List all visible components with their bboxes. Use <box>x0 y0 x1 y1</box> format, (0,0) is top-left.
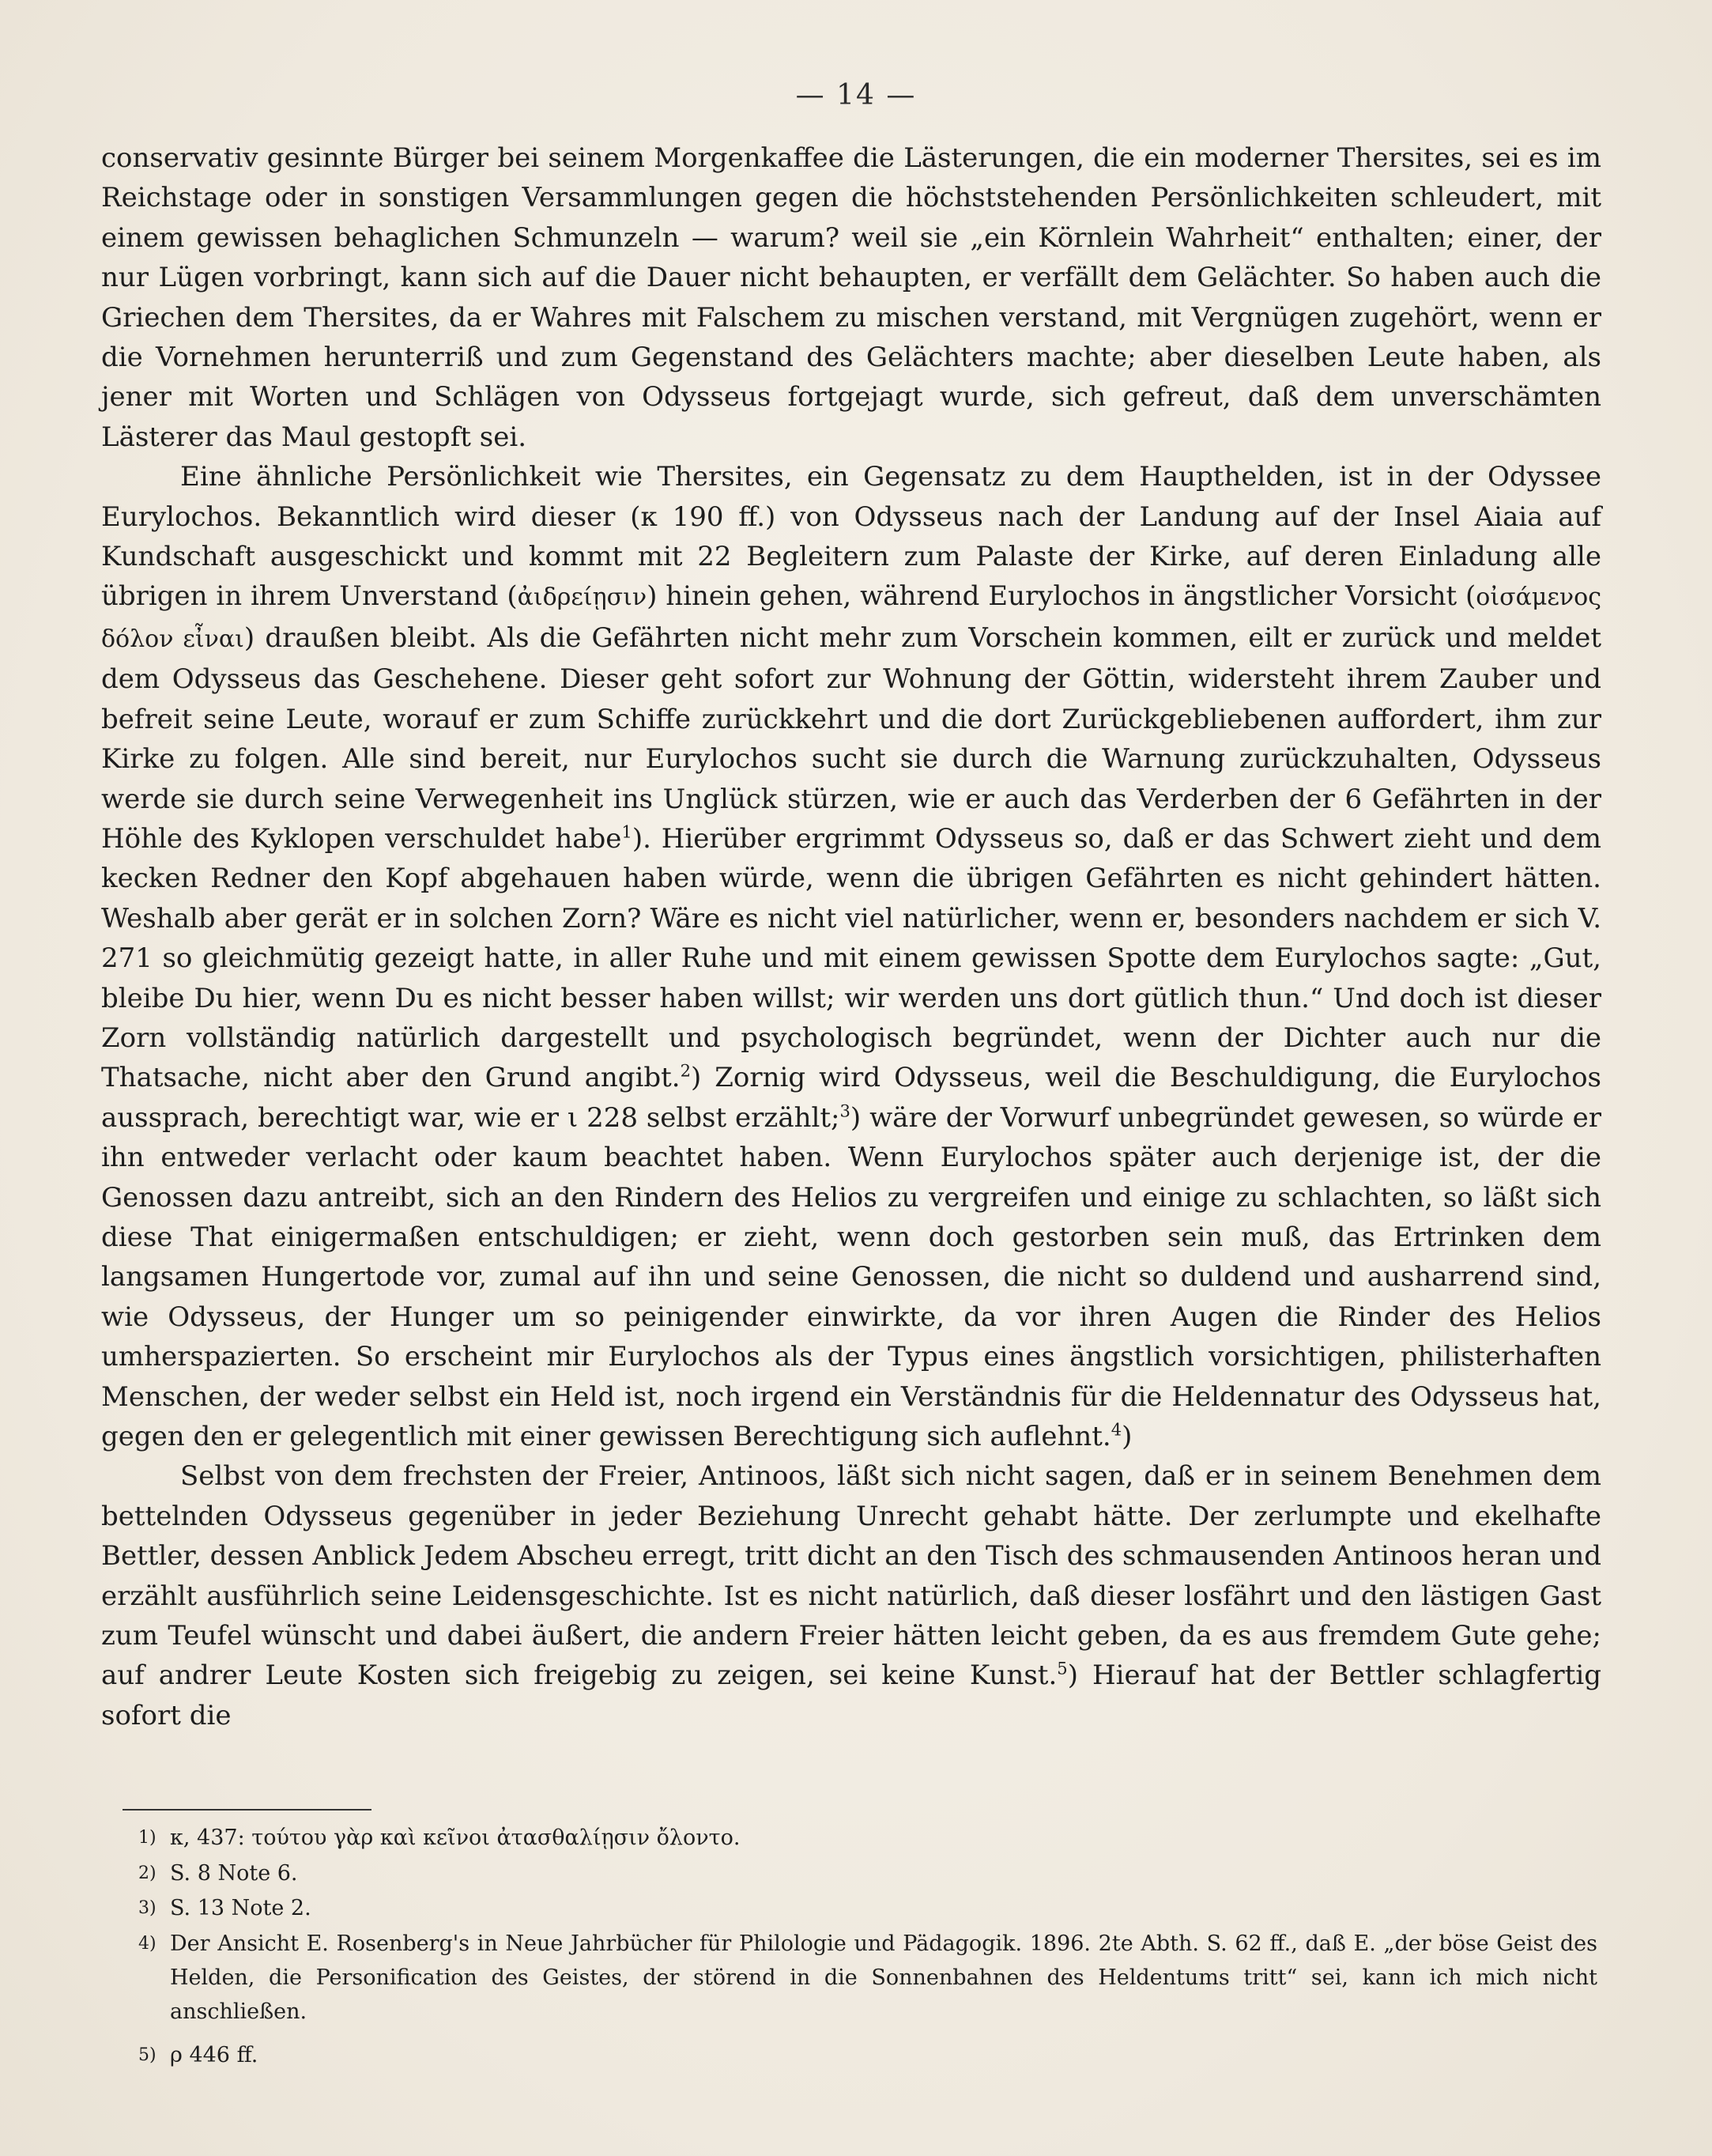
paragraph-3-text-b: ) Hierauf hat der Bettler schlagfertig sofort die <box>101 1659 1601 1731</box>
footnote-ref-4: 4 <box>1111 1419 1122 1440</box>
footnote-text: κ, 437: τούτου γὰρ καὶ κεῖνοι ἀτασθαλίῃσιν ὄλοντο. <box>170 1826 741 1850</box>
footnote-text: ρ 446 ff. <box>170 2042 258 2067</box>
paragraph-2 <box>101 457 1601 1456</box>
paragraph-2-text-b: ) hinein gehen, während Eurylochos in ängstlicher Vorsicht ( <box>647 580 1476 613</box>
footnote-divider <box>123 1809 371 1811</box>
greek-quote-1: ἀιδρείῃσιν <box>517 583 647 612</box>
paragraph-2-text-a: Eine ähnliche Persönlichkeit wie Thersites, ein Gegensatz zu dem Haupthelden, ist in der Odyssee Eurylochos. Bekanntlich wird dieser (κ 190 ff.) von Odysseus nach der Landung auf der Insel Aiaia auf Kundschaft ausgeschickt und kommt mit 22 Begleitern zum Palaste der Kirke, auf deren Einladung alle übrigen in ihrem Unverstand ( <box>101 461 1601 613</box>
footnote-5 <box>138 2038 1597 2074</box>
footnote-3 <box>138 1891 1597 1927</box>
page-number: — 14 — <box>795 79 917 111</box>
footnote-ref-1: 1 <box>621 821 632 842</box>
paragraph-2-text-d: ). Hierüber ergrimmt Odysseus so, daß er das Schwert zieht und dem kecken Redner den Kopf abgehauen haben würde, wenn die übrigen Gefährten es nicht gehindert hätten. Weshalb aber gerät er in solchen Zorn? Wäre es nicht viel natürlicher, wenn er, besonders nachdem er sich V. 271 so gleichmütig gezeigt hatte, in aller Ruhe und mit einem gewissen Spotte dem Eurylochos sagte: „Gut, bleibe Du hier, wenn Du es nicht besser haben willst; wir werden uns dort gütlich thun.“ Und doch ist dieser Zorn vollständig natürlich dargestellt und psychologisch begründet, wenn der Dichter auch nur die Thatsache, nicht aber den Grund angibt. <box>101 822 1601 1094</box>
footnote-text: S. 13 Note 2. <box>170 1896 311 1920</box>
footnote-ref-2: 2 <box>680 1061 692 1082</box>
footnote-number: 4) <box>138 1933 156 1954</box>
footnote-number: 2) <box>138 1863 156 1883</box>
footnote-2 <box>138 1856 1597 1892</box>
footnote-ref-5: 5 <box>1057 1659 1068 1679</box>
footnote-number: 1) <box>138 1828 156 1848</box>
paragraph-2-text-c: ) draußen bleibt. Als die Gefährten nicht mehr zum Vorschein kommen, eilt er zurück und meldet dem Odysseus das Geschehene. Dieser geht sofort zur Wohnung der Göttin, widersteht ihrem Zauber und befreit seine Leute, worauf er zum Schiffe zurückkehrt und die dort Zurückgebliebenen auffordert, ihm zur Kirke zu folgen. Alle sind bereit, nur Eurylochos sucht sie durch die Warnung zurückzuhalten, Odysseus werde sie durch seine Verwegenheit ins Unglück stürzen, wie er auch das Verderben der 6 Gefährten in der Höhle des Kyklopen verschuldet habe <box>101 621 1601 855</box>
paragraph-3-text-a: Selbst von dem frechsten der Freier, Antinoos, läßt sich nicht sagen, daß er in seinem Benehmen dem bettelnden Odysseus gegenüber in jeder Beziehung Unrecht gehabt hätte. Der zerlumpte und ekelhafte Bettler, dessen Anblick Jedem Abscheu erregt, tritt dicht an den Tisch des schmausenden Antinoos heran und erzählt ausführlich seine Leidensgeschichte. Ist es nicht natürlich, daß dieser losfährt und den lästigen Gast zum Teufel wünscht und dabei äußert, die andern Freier hätten leicht geben, da es aus fremdem Gute gehe; auf andrer Leute Kosten sich freigebig zu zeigen, sei keine Kunst. <box>101 1460 1601 1692</box>
paragraph-1: conservativ gesinnte Bürger bei seinem Morgenkaffee die Lästerungen, die ein moderner Thersites, sei es im Reichstage oder in sonstigen Versammlungen gegen die höchststehenden Persönlichkeiten schleudert, mit einem gewissen behaglichen Schmunzeln — warum? weil sie „ein Körnlein Wahrheit“ enthalten; einer, der nur Lügen vorbringt, kann sich auf die Dauer nicht behaupten, er verfällt dem Gelächter. So haben auch die Griechen dem Thersites, da er Wahres mit Falschem zu mischen verstand, mit Vergnügen zugehört, wenn er die Vornehmen herunterriß und zum Gegenstand des Gelächters machte; aber dieselben Leute haben, als jener mit Worten und Schlägen von Odysseus fortgejagt wurde, sich gefreut, daß dem unverschämten Lästerer das Maul gestopft sei. <box>101 142 1601 453</box>
footnote-1 <box>138 1821 1597 1856</box>
footnote-4 <box>138 1927 1597 2029</box>
paragraph-2-text-g: ) <box>1122 1421 1133 1452</box>
footnote-text: S. 8 Note 6. <box>170 1860 298 1886</box>
footnote-number: 3) <box>138 1898 156 1918</box>
greek-quote-2: οἰσάμενος δόλον εἶναι <box>101 583 1601 653</box>
paragraph-2-text-f: ) wäre der Vorwurf unbegründet gewesen, so würde er ihn entweder verlacht oder kaum beachtet haben. Wenn Eurylochos später auch derjenige ist, der die Genossen dazu antreibt, sich an den Rindern des Helios zu vergreifen und einige zu schlachten, so läßt sich diese That einigermaßen entschuldigen; er zieht, wenn doch gestorben sein muß, das Ertrinken dem langsamen Hungertode vor, zumal auf ihn und seine Genossen, die nicht so duldend und ausharrend sind, wie Odysseus, der Hunger um so peinigender einwirkte, da vor ihren Augen die Rinder des Helios umherspazierten. So erscheint mir Eurylochos als der Typus eines ängstlich vorsichtigen, philisterhaften Menschen, der weder selbst ein Held ist, noch irgend ein Verständnis für die Heldennatur des Odysseus hat, gegen den er gelegentlich mit einer gewissen Berechtigung sich auflehnt. <box>101 1101 1601 1452</box>
footnotes <box>138 1821 1597 2073</box>
footnote-text: Der Ansicht E. Rosenberg's in Neue Jahrbücher für Philologie und Pädagogik. 1896. 2te Abth. S. 62 ff., daß E. „der böse Geist des Helden, die Personification des Geistes, der störend in die Sonnenbahnen des Heldentums tritt“ sei, kann ich mich nicht anschließen. <box>170 1931 1597 2024</box>
body-text <box>101 138 1601 1735</box>
footnote-number: 5) <box>138 2045 156 2065</box>
paragraph-2-text-e: ) Zornig wird Odysseus, weil die Beschuldigung, die Eurylochos aussprach, berechtigt war, wie er ι 228 selbst erzählt; <box>101 1062 1602 1134</box>
footnote-ref-3: 3 <box>839 1101 850 1121</box>
paragraph-3 <box>101 1456 1601 1735</box>
